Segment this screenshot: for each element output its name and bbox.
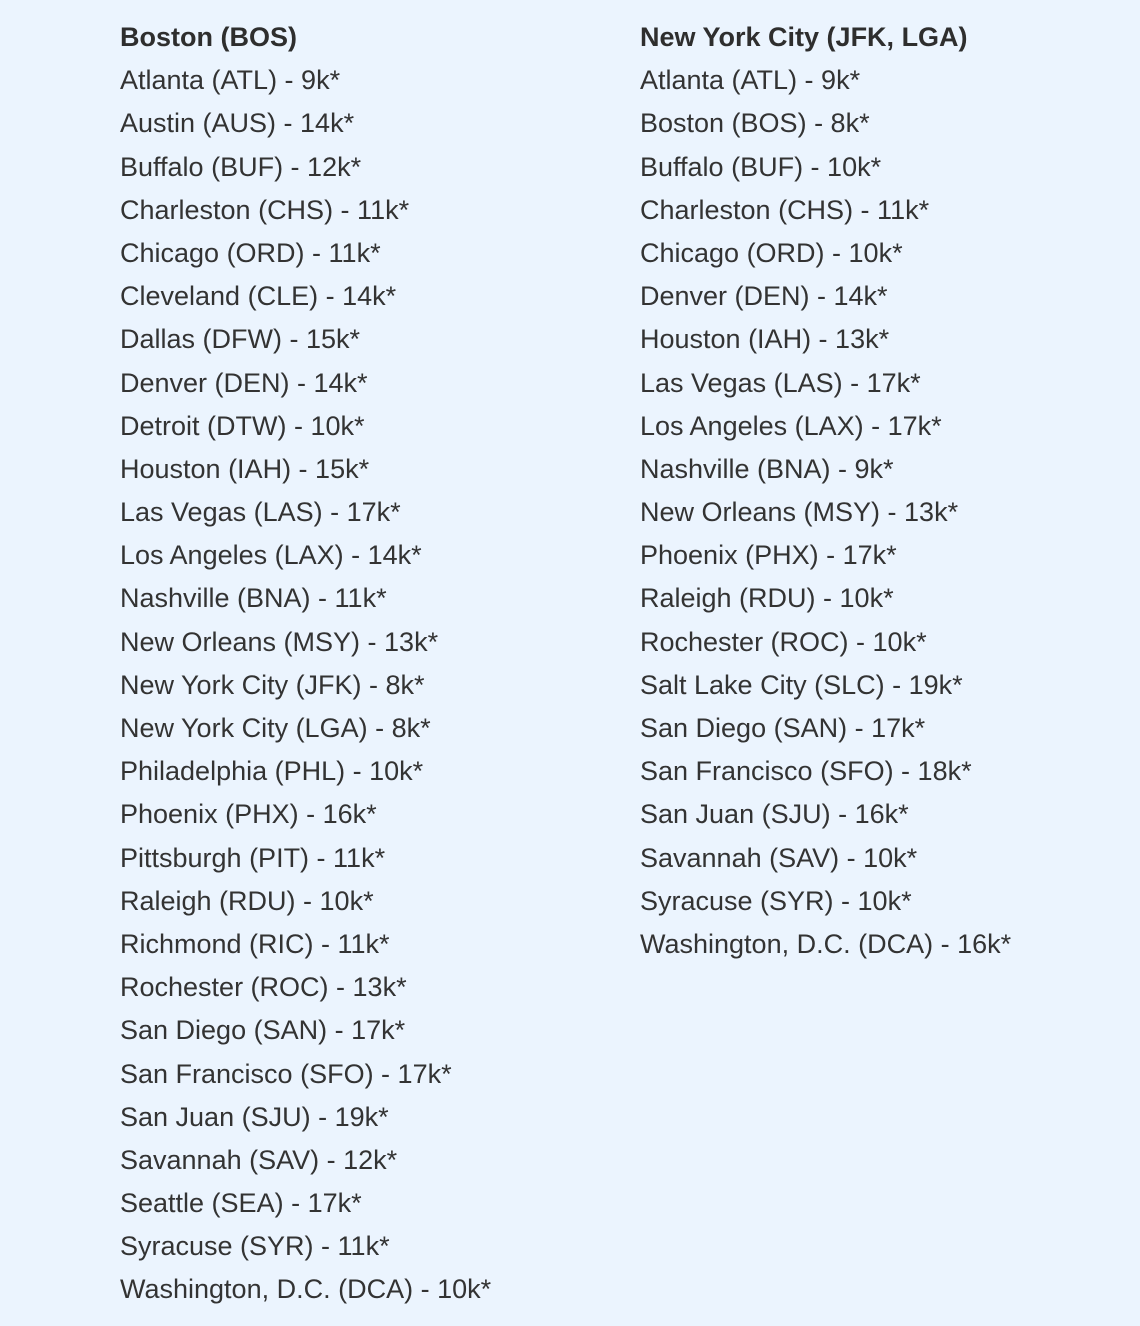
list-item: Phoenix (PHX) - 16k* — [120, 799, 377, 830]
list-item: Houston (IAH) - 15k* — [120, 453, 370, 484]
list-item: Richmond (RIC) - 11k* — [120, 928, 390, 959]
column-heading-boston: Boston (BOS) — [120, 22, 297, 52]
list-item: Chicago (ORD) - 11k* — [120, 237, 381, 268]
list-item: San Diego (SAN) - 17k* — [640, 713, 926, 743]
list-item: San Francisco (SFO) - 18k* — [640, 756, 972, 787]
list-item: Austin (AUS) - 14k* — [120, 108, 355, 139]
list-item: Las Vegas (LAS) - 17k* — [640, 367, 921, 398]
boston-routes-column — [120, 16, 491, 1312]
list-item: New York City (LGA) - 8k* — [120, 713, 431, 743]
list-item: Rochester (ROC) - 10k* — [640, 626, 927, 657]
list-item: Houston (IAH) - 13k* — [640, 324, 890, 355]
list-item: Atlanta (ATL) - 9k* — [640, 65, 861, 96]
list-item: Nashville (BNA) - 9k* — [640, 453, 894, 484]
list-item: Philadelphia (PHL) - 10k* — [120, 756, 424, 787]
list-item: Denver (DEN) - 14k* — [640, 281, 888, 312]
list-item: Los Angeles (LAX) - 17k* — [640, 410, 942, 441]
list-item: Chicago (ORD) - 10k* — [640, 237, 903, 268]
list-item: Charleston (CHS) - 11k* — [640, 194, 930, 225]
list-item: Savannah (SAV) - 12k* — [120, 1144, 398, 1175]
list-item: Savannah (SAV) - 10k* — [640, 842, 918, 873]
list-item: Syracuse (SYR) - 10k* — [640, 885, 912, 916]
list-item: Boston (BOS) - 8k* — [640, 108, 870, 139]
list-item: Buffalo (BUF) - 12k* — [120, 151, 362, 182]
list-item: Salt Lake City (SLC) - 19k* — [640, 669, 963, 700]
list-item: Raleigh (RDU) - 10k* — [640, 583, 894, 614]
list-item: San Francisco (SFO) - 17k* — [120, 1058, 452, 1089]
list-item: Phoenix (PHX) - 17k* — [640, 540, 897, 571]
list-item: Washington, D.C. (DCA) - 10k* — [120, 1274, 492, 1305]
list-item: Detroit (DTW) - 10k* — [120, 410, 365, 441]
list-item: Los Angeles (LAX) - 14k* — [120, 540, 422, 571]
list-item: Atlanta (ATL) - 9k* — [120, 65, 341, 96]
list-item: Rochester (ROC) - 13k* — [120, 972, 407, 1003]
list-item: Buffalo (BUF) - 10k* — [640, 151, 882, 182]
list-item: San Diego (SAN) - 17k* — [120, 1015, 406, 1046]
list-item: Pittsburgh (PIT) - 11k* — [120, 842, 386, 873]
list-item: Las Vegas (LAS) - 17k* — [120, 497, 401, 528]
list-item: New Orleans (MSY) - 13k* — [120, 626, 439, 657]
new-york-routes-column — [640, 16, 1011, 966]
list-item: Charleston (CHS) - 11k* — [120, 194, 410, 225]
list-item: Nashville (BNA) - 11k* — [120, 583, 387, 614]
list-item: Syracuse (SYR) - 11k* — [120, 1231, 390, 1262]
column-heading-new-york: New York City (JFK, LGA) — [640, 22, 968, 52]
list-item: Cleveland (CLE) - 14k* — [120, 281, 397, 312]
list-item: Denver (DEN) - 14k* — [120, 367, 368, 398]
list-item: San Juan (SJU) - 19k* — [120, 1101, 389, 1132]
list-item: San Juan (SJU) - 16k* — [640, 799, 909, 830]
list-item: New Orleans (MSY) - 13k* — [640, 497, 959, 528]
list-item: New York City (JFK) - 8k* — [120, 669, 425, 700]
list-item: Dallas (DFW) - 15k* — [120, 324, 361, 355]
list-item: Raleigh (RDU) - 10k* — [120, 885, 374, 916]
route-list-new-york — [640, 59, 1011, 966]
route-list-boston — [120, 59, 491, 1311]
list-item: Washington, D.C. (DCA) - 16k* — [640, 928, 1012, 959]
list-item: Seattle (SEA) - 17k* — [120, 1188, 362, 1219]
